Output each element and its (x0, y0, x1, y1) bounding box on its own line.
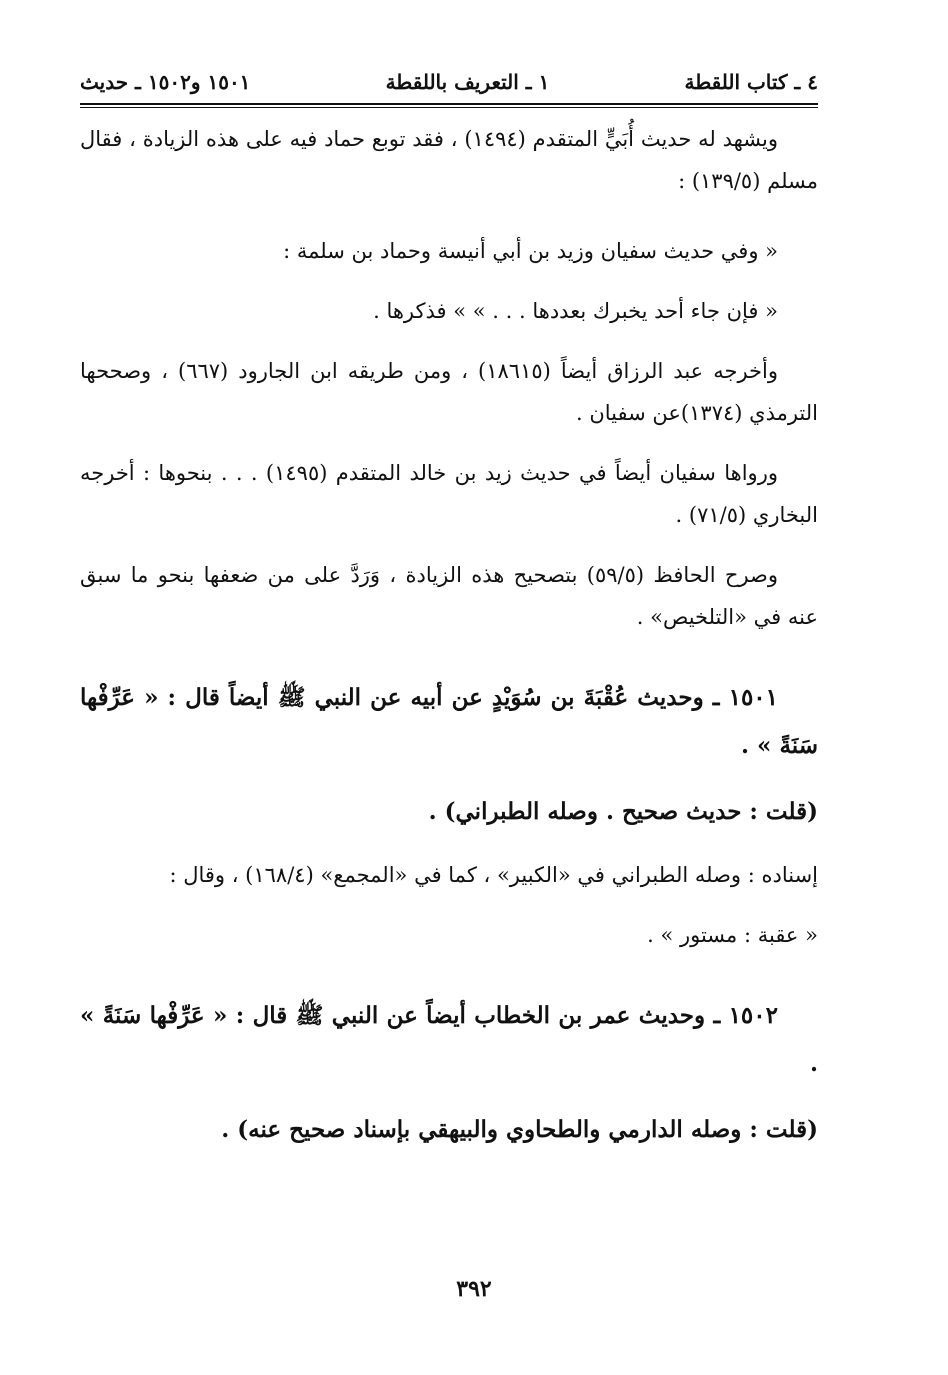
paragraph-abdurrazzaq: وأخرجه عبد الرزاق أيضاً (١٨٦١٥) ، ومن طريقه ابن الجارود (٦٦٧) ، وصححها الترمذي (١٣٧٤)عن سفيان . (80, 359, 818, 425)
header-rule-thin (80, 107, 818, 108)
hadith-1501-verdict: (قلت : حديث صحيح . وصله الطبراني) . (428, 798, 818, 825)
hadith-1501-text: ١٥٠١ ـ وحديث عُقْبَةَ بن سُوَيْدٍ عن أبيه عن النبي ﷺ أيضاً قال : « عَرِّفْها سَنَةً » . (80, 684, 818, 759)
quote-muslim: « وفي حديث سفيان وزيد بن أبي أنيسة وحماد بن سلمة : (283, 239, 778, 263)
page-number: ٣٩٢ (456, 1276, 492, 1302)
header-hadith-range: ١٥٠١ و١٥٠٢ ـ حديث (80, 70, 251, 94)
page-body (80, 118, 818, 1154)
header-section: ١ ـ التعريف باللقطة (385, 70, 550, 94)
paragraph-sufyan: ورواها سفيان أيضاً في حديث زيد بن خالد المتقدم (١٤٩٥) . . . بنحوها : أخرجه البخاري (٧١/٥) . (80, 461, 818, 527)
quote-addition: « فإن جاء أحد يخبرك بعددها . . . » » فذكرها . (373, 299, 778, 323)
running-header (80, 64, 818, 100)
hadith-1502-verdict: (قلت : وصله الدارمي والطحاوي والبيهقي بإسناد صحيح عنه) . (221, 1116, 818, 1143)
hadith-1501-isnad: إسناده : وصله الطبراني في «الكبير» ، كما في «المجمع» (١٦٨/٤) ، وقال : (169, 863, 818, 887)
paragraph-witness: ويشهد له حديث أُبَيٍّ المتقدم (١٤٩٤) ، فقد توبع حماد فيه على هذه الزيادة ، فقال مسلم (١٣٩/٥) : (80, 127, 818, 193)
header-chapter: ٤ ـ كتاب اللقطة (684, 70, 818, 94)
hadith-1501-quote: « عقبة : مستور » . (647, 923, 818, 947)
hadith-1502-text: ١٥٠٢ ـ وحديث عمر بن الخطاب أيضاً عن النبي ﷺ قال : « عَرِّفْها سَنَةً » . (80, 1002, 818, 1077)
header-rule (80, 103, 818, 105)
paragraph-hafiz: وصرح الحافظ (٥٩/٥) بتصحيح هذه الزيادة ، وَرَدَّ على من ضعفها بنحو ما سبق عنه في «التلخيص» . (80, 563, 818, 629)
